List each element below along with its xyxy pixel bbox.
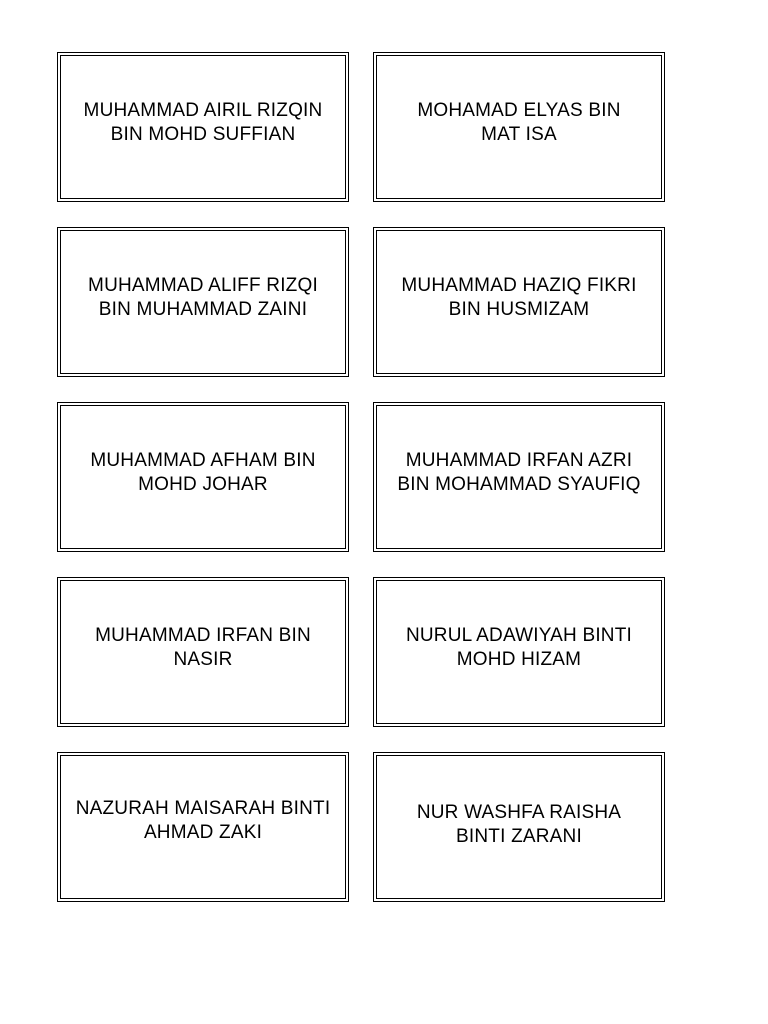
name-card: [373, 752, 665, 902]
name-card: [57, 52, 349, 202]
name-card-border: [376, 405, 662, 549]
name-card-border: [60, 580, 346, 724]
name-card-text: NUR WASHFA RAISHA BINTI ZARANI: [416, 802, 622, 847]
name-card-border: [60, 405, 346, 549]
name-card-text: MOHAMAD ELYAS BIN MAT ISA: [417, 100, 621, 145]
name-card-border: [60, 55, 346, 199]
name-card-text: MUHAMMAD AFHAM BIN MOHD JOHAR: [90, 450, 316, 495]
name-card: [373, 227, 665, 377]
name-card-text: MUHAMMAD IRFAN AZRI BIN MOHAMMAD SYAUFIQ: [397, 450, 641, 495]
name-card: [57, 227, 349, 377]
name-card-text: MUHAMMAD HAZIQ FIKRI BIN HUSMIZAM: [401, 275, 637, 320]
name-card-border: [60, 230, 346, 374]
name-card-border: [376, 230, 662, 374]
name-card: [57, 752, 349, 902]
name-card-border: [376, 580, 662, 724]
name-card-border: [376, 755, 662, 899]
name-card: [57, 402, 349, 552]
name-card-text: MUHAMMAD IRFAN BIN NASIR: [95, 625, 311, 670]
name-card-text: MUHAMMAD AIRIL RIZQIN BIN MOHD SUFFIAN: [83, 100, 323, 145]
name-card: [373, 577, 665, 727]
name-card-text: NURUL ADAWIYAH BINTI MOHD HIZAM: [405, 625, 633, 670]
name-card-border: [376, 55, 662, 199]
name-card-text: MUHAMMAD ALIFF RIZQI BIN MUHAMMAD ZAINI: [88, 275, 318, 320]
name-card: [373, 402, 665, 552]
name-card: [373, 52, 665, 202]
name-card-text: NAZURAH MAISARAH BINTI AHMAD ZAKI: [75, 798, 331, 843]
name-card-border: [60, 755, 346, 899]
name-card: [57, 577, 349, 727]
